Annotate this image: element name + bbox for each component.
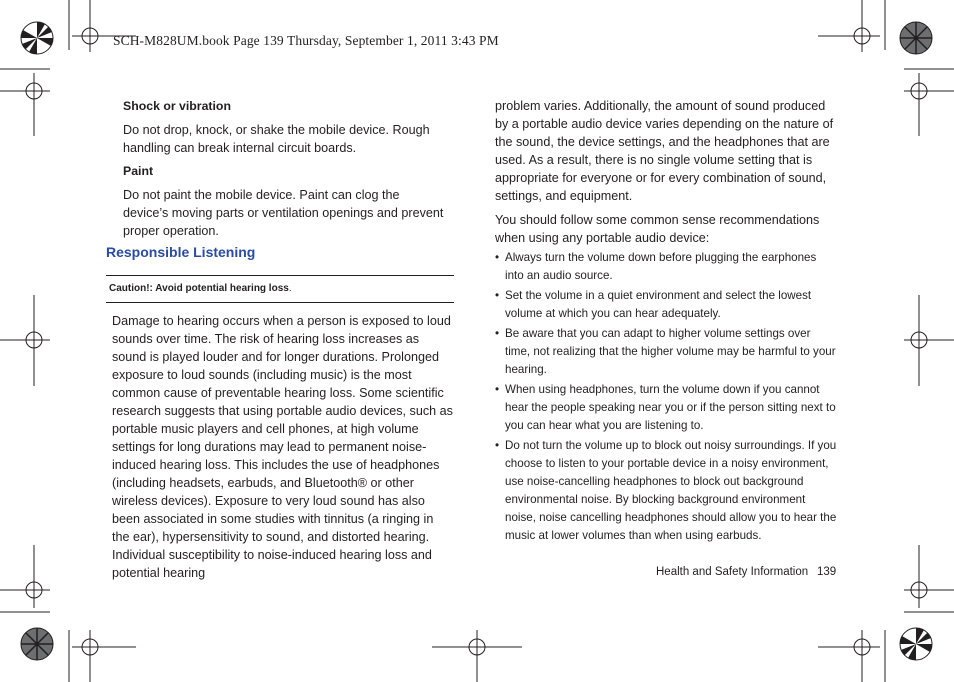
section-title: Responsible Listening — [106, 244, 256, 260]
registration-target-icon — [0, 545, 50, 608]
registration-target-icon — [904, 295, 954, 386]
continuation-paragraph: problem varies. Additionally, the amount of sound produced by a portable audio device varies depending on the nature of the sound, the device settings, and the headphones that are used. As a result, there is no single volume setting that is appropriate for everyone or for every combination of sound, settings, and equipment. — [495, 99, 834, 203]
registration-target-icon — [0, 295, 50, 386]
caution-note — [109, 283, 292, 294]
caution-label: Caution!: Avoid potential hearing loss — [109, 283, 289, 294]
hearing-loss-paragraph: Damage to hearing occurs when a person is exposed to loud sounds over time. The risk of hearing loss increases as sound is played louder and for longer durations. Prolonged exposure to loud sounds (including music) is the most common cause of preventable hearing loss. Some scientific research suggests that using portable audio devices, such as portable music players and cell phones, at high volume settings for long durations may lead to permanent noise-induced hearing loss. This includes the use of headphones (including headsets, earbuds, and Bluetooth® or other wireless devices). Exposure to very loud sound has also been associated in some studies with tinnitus (a ringing in the ear), hypersensitivity to sound, and distorted hearing. Individual susceptibility to noise-induced hearing loss and potential hearing — [112, 314, 453, 580]
page-number: 139 — [817, 566, 837, 578]
registration-target-icon — [904, 73, 954, 136]
registration-target-icon — [72, 630, 136, 682]
paint-paragraph: Do not paint the mobile device. Paint can clog the device’s moving parts or ventilation openings and prevent proper operation. — [123, 188, 444, 238]
registration-target-icon — [432, 630, 522, 682]
caution-period: . — [288, 283, 292, 294]
registration-target-icon — [818, 0, 880, 52]
list-item: • When using headphones, turn the volume down if you cannot hear the people speaking near you or if the person sitting next to you can hear what you are listening to. — [495, 381, 837, 435]
shock-heading: Shock or vibration — [123, 99, 231, 113]
caution-top-rule — [106, 275, 454, 276]
book-header-line: SCH-M828UM.book Page 139 Thursday, September 1, 2011 3:43 PM — [113, 33, 499, 48]
footer-section-name: Health and Safety Information — [656, 566, 809, 578]
registration-target-icon — [904, 545, 954, 608]
starburst-target-icon — [900, 628, 932, 660]
checker-target-icon — [21, 628, 53, 660]
checker-target-icon — [900, 22, 932, 54]
caution-bottom-rule — [106, 302, 454, 303]
list-item: • Do not turn the volume up to block out noisy surroundings. If you choose to listen to your portable device in a noisy environment, use noise-cancelling headphones to block out background environmental noise. By blocking background environment noise, noise cancelling headphones should allow you to hear the music at lower volumes than when using earbuds. — [495, 437, 837, 545]
registration-target-icon — [0, 73, 50, 136]
paint-heading: Paint — [123, 164, 154, 178]
starburst-target-icon — [21, 22, 53, 54]
list-item: • Set the volume in a quiet environment and select the lowest volume at which you can hear adequately. — [495, 287, 837, 323]
registration-target-icon — [818, 630, 880, 682]
list-item: • Always turn the volume down before plugging the earphones into an audio source. — [495, 249, 837, 285]
list-item: • Be aware that you can adapt to higher volume settings over time, not realizing that the higher volume may be harmful to your hearing. — [495, 325, 837, 379]
recommendations-list — [495, 249, 837, 547]
recommendations-intro: You should follow some common sense recommendations when using any portable audio device: — [495, 213, 820, 245]
shock-paragraph: Do not drop, knock, or shake the mobile device. Rough handling can break internal circuit boards. — [123, 123, 430, 155]
